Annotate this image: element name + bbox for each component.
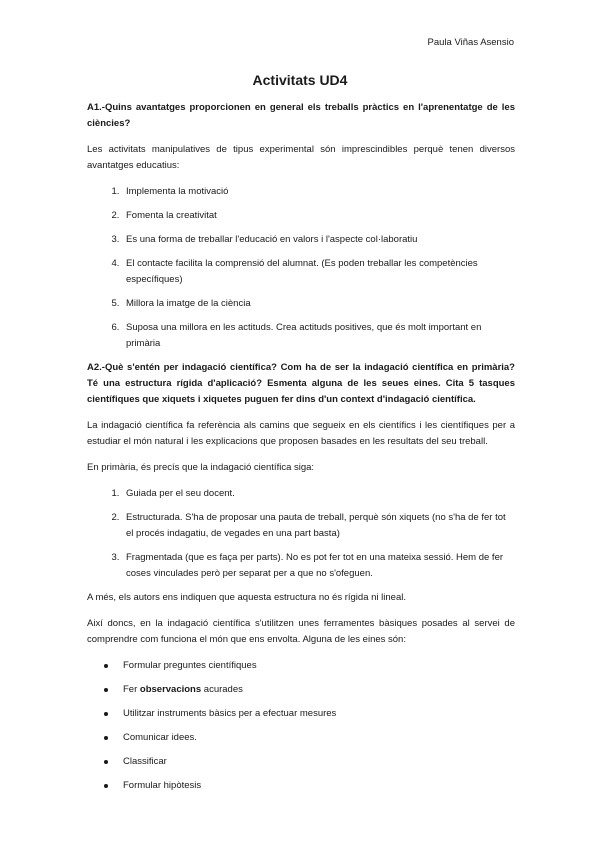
list-item: Classificar	[87, 754, 515, 770]
list-item: 2. Fomenta la creativitat	[122, 208, 515, 224]
list-item: 5. Millora la imatge de la ciència	[122, 296, 515, 312]
bullet-icon	[104, 784, 108, 788]
list-item: 3. Fragmentada (que es faça per parts). No es pot fer tot en una mateixa sessió. Hem de fer coses vinculades però per separat per a que no s'ofeguen.	[122, 550, 515, 582]
bullet-icon	[104, 688, 108, 692]
question-a1: A1.-Quins avantatges proporcionen en general els treballs pràctics en l'aprenentatge de les ciències?	[87, 102, 515, 129]
list-item: 1. Implementa la motivació	[122, 184, 515, 200]
list-item: 6. Suposa una millora en les actituds. Crea actituds positives, que és molt important en primària	[122, 320, 515, 352]
list-item: Formular preguntes científiques	[87, 658, 515, 674]
paragraph-intro-a1: Les activitats manipulatives de tipus experimental són imprescindibles perquè tenen diversos avantatges educatius:	[87, 144, 515, 171]
inquiry-traits-list	[87, 486, 515, 582]
bullet-icon	[104, 712, 108, 716]
document-body	[87, 100, 515, 802]
list-item: Comunicar idees.	[87, 730, 515, 746]
bullet-icon	[104, 664, 108, 668]
list-item: 4. El contacte facilita la comprensió del alumnat. (Es poden treballar les competències específiques)	[122, 256, 515, 288]
tools-list	[87, 658, 515, 794]
paragraph-definition: La indagació científica fa referència als camins que segueix en els científics i les científiques per a estudiar el món natural i les explicacions que proposen basades en les resultats del seu treball.	[87, 420, 515, 447]
author-name: Paula Viñas Asensio	[427, 37, 514, 48]
list-item: Formular hipòtesis	[87, 778, 515, 794]
bullet-icon	[104, 736, 108, 740]
paragraph-structure: A més, els autors ens indiquen que aquesta estructura no és rígida ni lineal.	[87, 592, 406, 603]
bullet-icon	[104, 760, 108, 764]
advantages-list	[87, 184, 515, 352]
list-item: Fer observacions acurades	[87, 682, 515, 698]
document-title: Activitats UD4	[252, 72, 348, 88]
paragraph-primary: En primària, és precís que la indagació científica siga:	[87, 462, 315, 473]
list-item: 2. Estructurada. S'ha de proposar una pauta de treball, perquè són xiquets (no s'ha de fer tot el procés indagatiu, de vegades en una part basta)	[122, 510, 515, 542]
list-item: 1. Guiada per el seu docent.	[122, 486, 515, 502]
list-item: Utilitzar instruments bàsics per a efectuar mesures	[87, 706, 515, 722]
list-item: 3. Es una forma de treballar l'educació en valors i l'aspecte col·laboratiu	[122, 232, 515, 248]
paragraph-tools-intro: Així doncs, en la indagació científica s'utilitzen unes ferramentes bàsiques posades al servei de comprendre com funciona el món que ens envolta. Alguna de les eines són:	[87, 618, 515, 645]
question-a2: A2.-Què s'entén per indagació científica? Com ha de ser la indagació científica en primària? Té una estructura rígida d'aplicació? Esmenta alguna de les seues eines. Cita 5 tasques científiques que xiquets i xiquetes puguen fer dins d'un context d'indagació científica.	[87, 362, 515, 405]
